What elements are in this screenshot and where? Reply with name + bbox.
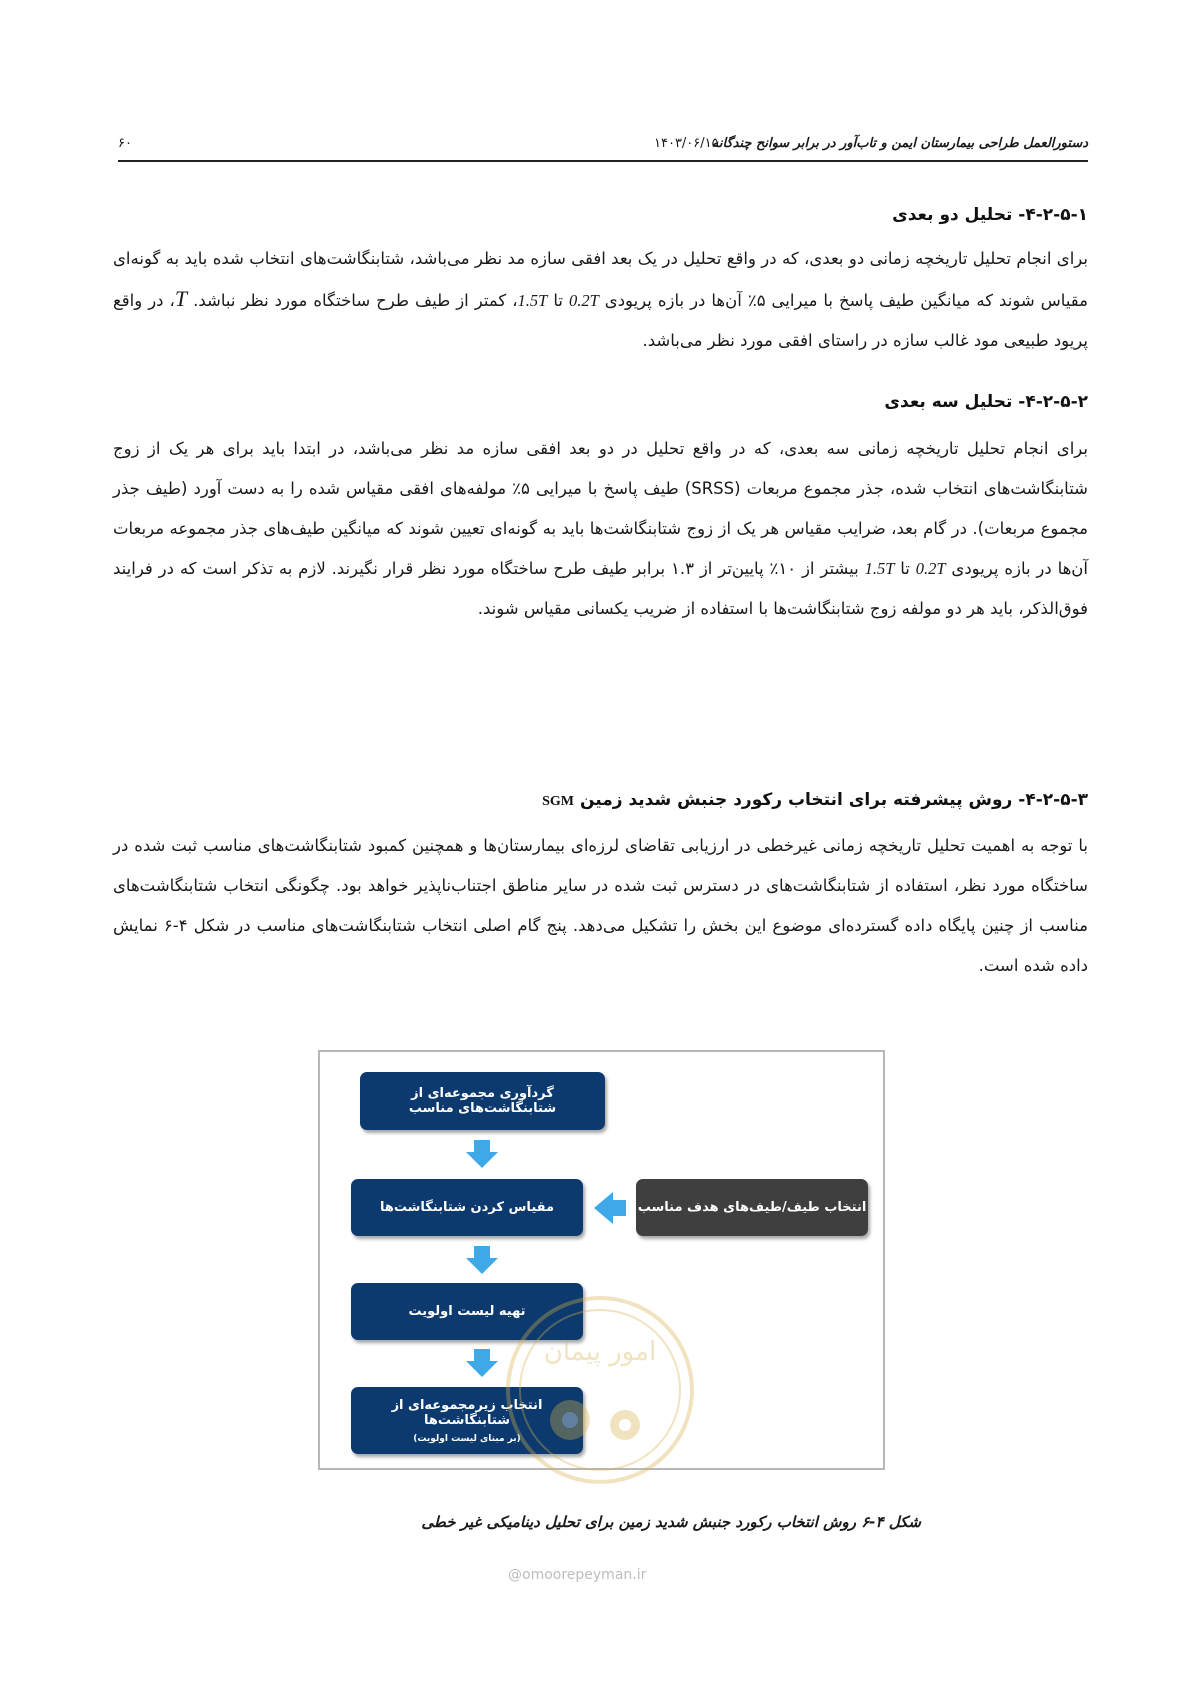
arrow-left-icon [594, 1192, 626, 1224]
page-header [118, 130, 1088, 162]
flow-step-priority-list: تهیه لیست اولویت [351, 1283, 583, 1340]
section-advanced-method [113, 790, 1088, 986]
section-heading: ۴-۲-۵-۳- روش پیشرفته برای انتخاب رکورد جنبش شدید زمینSGM [542, 790, 1088, 810]
flow-step-select-subset: انتخاب زیرمجموعه‌ای از شتابنگاشت‌ها (بر مبنای لیست اولویت) [351, 1387, 583, 1454]
page-number: ۶۰ [118, 136, 132, 151]
header-title: دستورالعمل طراحی بیمارستان ایمن و تاب‌آور در برابر سوانح چندگانه [711, 136, 1088, 151]
footer-website: @omoorepeyman.ir [508, 1567, 647, 1583]
heading-abbreviation: SGM [542, 794, 574, 809]
svg-text:امور پیمان: امور پیمان [543, 1337, 657, 1367]
math-expression: 0.2T [568, 291, 599, 310]
figure-caption: شکل ۴-۶ روش انتخاب رکورد جنبش شدید زمین برای تحلیل دینامیکی غیر خطی [421, 1513, 921, 1531]
section-3d-analysis [113, 392, 1088, 629]
math-expression: T [174, 286, 188, 311]
flow-step-note: (بر مبنای لیست اولویت) [413, 1433, 521, 1444]
flow-step-scale: مقیاس کردن شتابنگاشت‌ها [351, 1179, 583, 1236]
math-expression: 0.2T [915, 559, 946, 578]
header-date: ۱۴۰۳/۰۶/۱۵ [654, 136, 719, 151]
flow-target-spectrum: انتخاب طیف/طیف‌های هدف مناسب [636, 1179, 868, 1236]
section-2d-analysis [113, 205, 1088, 361]
section-heading: ۴-۲-۵-۱- تحلیل دو بعدی [892, 205, 1088, 225]
section-paragraph: با توجه به اهمیت تحلیل تاریخچه زمانی غیرخطی در ارزیابی تقاضای لرزه‌ای بیمارستان‌ها و همچنین کمبود شتابنگاشت‌های مناسب ثبت شده در ساختگاه مورد نظر، استفاده از شتابنگاشت‌های در دسترس ثبت شده در سایر مناطق اجتناب‌ناپذیر خواهد بود. چگونگی انتخاب شتابنگاشت‌های مناسب از چنین پایگاه داده گسترده‌ای موضوع این بخش را تشکیل می‌دهد. پنج گام اصلی انتخاب شتابنگاشت‌های مناسب در شکل ۴-۶ نمایش داده شده است. [113, 836, 1088, 975]
watermark-logo [500, 1290, 700, 1490]
math-expression: 1.5T [517, 291, 548, 310]
section-heading: ۴-۲-۵-۲- تحلیل سه بعدی [884, 392, 1088, 412]
flow-step-collect: گردآوری مجموعه‌ای از شتابنگاشت‌های مناسب [360, 1072, 605, 1130]
section-paragraph: برای انجام تحلیل تاریخچه زمانی سه بعدی، که در واقع تحلیل در دو بعد افقی سازه مد نظر می‌باشد، در ابتدا باید برای هر یک از زوج شتابنگاشت‌های انتخاب شده، جذر مجموع مربعات (SRSS) طیف پاسخ با میرایی ۵٪ مولفه‌های افقی مقیاس شده را به دست آورد (طیف جذر مجموع مربعات). در گام بعد، ضرایب مقیاس هر یک از زوج شتابنگاشت‌ها باید به گونه‌ای تعیین شوند که میانگین طیف‌های جذر مجموعه مربعات آن‌ها در بازه پریودی 0.2T تا 1.5T بیشتر از ۱۰٪ پایین‌تر از ۱.۳ برابر طیف طرح ساختگاه مورد نظر قرار نگیرند. لازم به تذکر است که در فرایند فوق‌الذکر، باید هر دو مولفه زوج شتابنگاشت‌ها با استفاده از ضریب یکسانی مقیاس شوند. [113, 439, 1089, 618]
section-paragraph: برای انجام تحلیل تاریخچه زمانی دو بعدی، که در واقع تحلیل در یک بعد افقی سازه مد نظر می‌باشد، شتابنگاشت‌های انتخاب شده باید به گونه‌ای مقیاس شوند که میانگین طیف پاسخ با میرایی ۵٪ آن‌ها در بازه پریودی 0.2T تا 1.5T، کمتر از طیف طرح ساختگاه مورد نظر نباشد. T، در واقع پریود طبیعی مود غالب سازه در راستای افقی مورد نظر می‌باشد. [113, 249, 1088, 350]
math-expression: 1.5T [864, 559, 895, 578]
